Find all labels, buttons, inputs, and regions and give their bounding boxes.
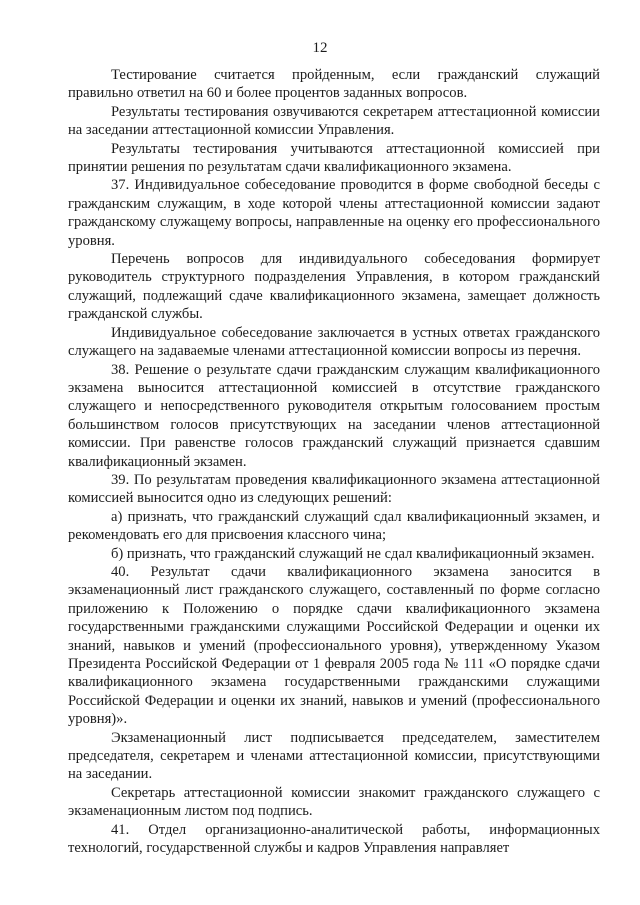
list-item: б) признать, что гражданский служащий не сдал квалификационный экзамен.	[111, 545, 595, 562]
list-item: а) признать, что гражданский служащий сдал квалификационный экзамен, и рекомендовать его для присвоения классного чина;	[68, 508, 600, 544]
paragraph: 39. По результатам проведения квалификационного экзамена аттестационной комиссией выносится одно из следующих решений:	[68, 471, 600, 507]
paragraph: Секретарь аттестационной комиссии знакомит гражданского служащего с экзаменационным листом под подпись.	[68, 784, 600, 820]
paragraph: Результаты тестирования учитываются аттестационной комиссией при принятии решения по результатам сдачи квалификационного экзамена.	[68, 140, 600, 176]
paragraph: Экзаменационный лист подписывается председателем, заместителем председателя, секретарем и членами аттестационной комиссии, присутствующими на заседании.	[68, 729, 600, 783]
paragraph: 37. Индивидуальное собеседование проводится в форме свободной беседы с гражданским служащим, в ходе которой члены аттестационной комиссии задают гражданскому служащему вопросы, направленные на оценку его профессионального уровня.	[68, 177, 600, 249]
paragraph: 40. Результат сдачи квалификационного экзамена заносится в экзаменационный лист гражданского служащего, составленный по форме согласно приложению к Положению о порядке сдачи квалификационного экзамена государственными гражданскими служащими Российской Федерации и оценки их знаний, навыков и умений (профессионального уровня), утвержденному Указом Президента Российской Федерации от 1 февраля 2005 года № 111 «О порядке сдачи квалификационного экзамена государственными гражданскими служащими Российской Федерации и оценки их знаний, навыков и умений (профессионального уровня)».	[68, 563, 600, 728]
paragraph: Индивидуальное собеседование заключается в устных ответах гражданского служащего на задаваемые членами аттестационной комиссии вопросы из перечня.	[68, 324, 600, 360]
paragraph: 38. Решение о результате сдачи гражданским служащим квалификационного экзамена выносится аттестационной комиссией в отсутствие гражданского служащего и непосредственного руководителя открытым голосованием простым большинством голосов присутствующих на заседании членов аттестационной комиссии. При равенстве голосов гражданский служащий признается сдавшим квалификационный экзамен.	[68, 361, 600, 470]
document-body	[68, 66, 600, 857]
paragraph: 41. Отдел организационно-аналитической работы, информационных технологий, государственной службы и кадров Управления направляет	[68, 821, 600, 857]
page-number: 12	[312, 40, 328, 56]
paragraph: Тестирование считается пройденным, если гражданский служащий правильно ответил на 60 и более процентов заданных вопросов.	[68, 67, 600, 102]
paragraph: Результаты тестирования озвучиваются секретарем аттестационной комиссии на заседании аттестационной комиссии Управления.	[68, 103, 600, 139]
paragraph: Перечень вопросов для индивидуального собеседования формирует руководитель структурного подразделения Управления, в котором гражданский служащий, подлежащий сдаче квалификационного экзамена, замещает должность гражданской службы.	[68, 251, 600, 323]
